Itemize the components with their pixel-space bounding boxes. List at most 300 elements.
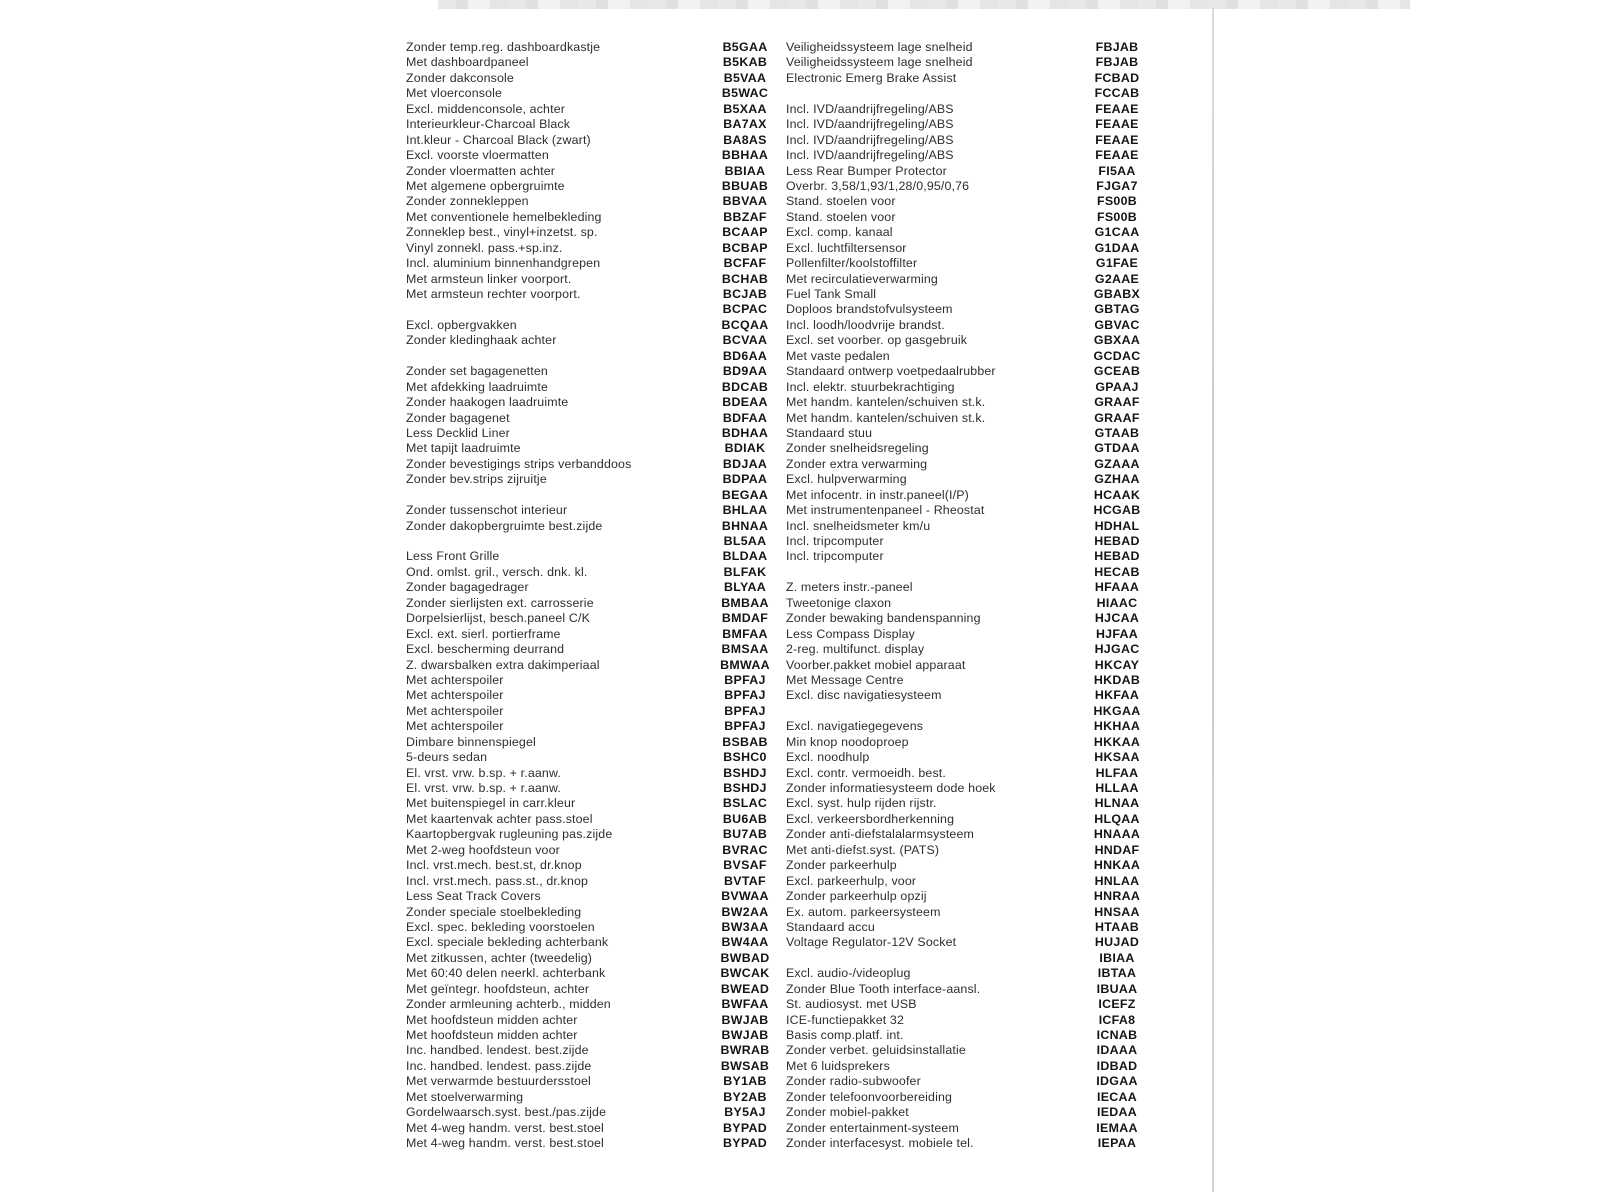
option-code-right: HNLAA	[1094, 873, 1140, 888]
option-description-left: Excl. voorste vloermatten	[406, 148, 549, 163]
table-row	[406, 472, 1226, 487]
option-code-right: GRAAF	[1094, 410, 1140, 425]
table-row	[406, 719, 1226, 734]
table-row	[406, 766, 1226, 781]
option-code-right: IDBAD	[1096, 1058, 1138, 1073]
option-description-left: Met 60:40 delen neerkl. achterbank	[406, 966, 606, 981]
table-row	[406, 1090, 1226, 1105]
option-description-right: Incl. IVD/aandrijfregeling/ABS	[786, 117, 954, 132]
table-row	[406, 86, 1226, 101]
option-description-right: Veiligheidssysteem lage snelheid	[786, 40, 973, 54]
table-row	[406, 225, 1226, 240]
option-description-right: Doploos brandstofvulsysteem	[786, 302, 953, 317]
option-code-left: BPFAJ	[724, 703, 766, 718]
option-code-right: IEMAA	[1096, 1120, 1138, 1135]
option-description-right: Less Compass Display	[786, 626, 916, 641]
option-code-left: BWEAD	[720, 981, 770, 996]
table-row	[406, 796, 1226, 811]
option-description-left: Met buitenspiegel in carr.kleur	[406, 796, 576, 811]
option-description-left: El. vrst. vrw. b.sp. + r.aanw.	[406, 781, 561, 795]
option-description-left: Dorpelsierlijst, besch.paneel C/K	[406, 611, 591, 626]
option-code-left: BCVAA	[722, 333, 768, 348]
option-code-left: BMSAA	[721, 642, 769, 657]
option-code-right: ICNAB	[1096, 1028, 1138, 1042]
option-code-left: BMDAF	[721, 611, 769, 626]
option-description-right: Standaard stuu	[786, 425, 873, 440]
option-code-left: BDEAA	[722, 395, 768, 410]
table-row	[406, 241, 1226, 256]
table-row	[406, 1013, 1226, 1028]
option-description-right: Basis comp.platf. int.	[786, 1028, 904, 1042]
option-description-left: Zonder vloermatten achter	[406, 163, 556, 178]
table-row	[406, 627, 1226, 642]
options-table	[406, 40, 1226, 1152]
option-code-left: BL5AA	[723, 534, 767, 548]
option-code-left: BLFAK	[723, 564, 767, 579]
option-code-right: HKKAA	[1093, 734, 1141, 749]
option-code-left: BSBAB	[722, 734, 768, 749]
option-description-left: Excl. opbergvakken	[406, 317, 517, 332]
option-code-right: HCAAK	[1093, 487, 1141, 502]
option-description-left: Zonder bevestigings strips verbanddoos	[406, 456, 632, 471]
option-code-left: BSHDJ	[723, 765, 767, 780]
option-code-right: IBUAA	[1096, 981, 1138, 996]
option-code-right: FBJAB	[1095, 40, 1139, 54]
option-code-right: HKFAA	[1094, 688, 1140, 703]
option-description-right: Incl. IVD/aandrijfregeling/ABS	[786, 101, 954, 116]
option-code-right: HKDAB	[1093, 672, 1141, 687]
option-code-left: BU7AB	[722, 827, 768, 842]
option-code-right: HNKAA	[1093, 858, 1141, 873]
option-code-right: HDHAL	[1094, 518, 1140, 533]
option-code-right: IBIAA	[1099, 950, 1135, 965]
option-description-right: Incl. IVD/aandrijfregeling/ABS	[786, 132, 954, 147]
option-description-right: Met infocentr. in instr.paneel(I/P)	[786, 487, 969, 502]
option-code-left: B5KAB	[722, 55, 768, 70]
table-row	[406, 565, 1226, 580]
option-code-right: IDAAA	[1096, 1043, 1138, 1058]
option-code-left: BLYAA	[724, 580, 766, 595]
option-code-right: GTDAA	[1094, 441, 1140, 456]
option-description-right: Zonder parkeerhulp opzij	[786, 889, 927, 904]
option-code-left: BY2AB	[723, 1089, 767, 1104]
option-description-left: Dimbare binnenspiegel	[406, 734, 536, 749]
option-description-left: Zonder dakconsole	[406, 70, 514, 85]
option-description-left: Zonder sierlijsten ext. carrosserie	[406, 595, 594, 610]
option-code-left: B5VAA	[723, 70, 767, 85]
option-code-left: BDIAK	[724, 441, 766, 456]
option-code-right: G1DAA	[1094, 240, 1140, 255]
option-description-left: Excl. spec. bekleding voorstoelen	[406, 919, 595, 934]
option-code-left: BVTAF	[724, 873, 766, 888]
option-description-right: Excl. hulpverwarming	[786, 472, 907, 487]
option-description-left: Less Seat Track Covers	[406, 889, 541, 904]
option-code-left: BBHAA	[721, 148, 769, 163]
option-code-right: GTAAB	[1094, 425, 1140, 440]
option-description-right: Zonder parkeerhulp	[786, 858, 897, 873]
table-row	[406, 997, 1226, 1012]
option-code-left: BSLAC	[722, 796, 768, 811]
option-description-left: Incl. vrst.mech. best.st, dr.knop	[406, 858, 582, 873]
option-description-right: Excl. disc navigatiesysteem	[786, 688, 942, 703]
option-description-right: Excl. verkeersbordherkenning	[786, 811, 955, 826]
table-row	[406, 534, 1226, 549]
option-description-left: Vinyl zonnekl. pass.+sp.inz.	[406, 240, 563, 255]
option-description-right: Met vaste pedalen	[786, 348, 890, 363]
option-description-right: Excl. contr. vermoeidh. best.	[786, 765, 946, 780]
option-code-right: FCBAD	[1094, 70, 1140, 85]
option-description-right: Standaard ontwerp voetpedaalrubber	[786, 364, 996, 379]
option-code-right: FEAAE	[1095, 132, 1139, 147]
option-description-left: Kaartopbergvak rugleuning pas.zijde	[406, 827, 613, 842]
option-description-left: Met 2-weg hoofdsteun voor	[406, 842, 560, 857]
option-code-left: BW4AA	[721, 935, 769, 950]
table-row	[406, 1136, 1226, 1151]
table-row	[406, 364, 1226, 379]
option-code-left: BW3AA	[721, 919, 769, 934]
option-code-left: BWRAB	[720, 1043, 770, 1058]
option-code-right: HKCAY	[1094, 657, 1140, 672]
option-description-right: Incl. loodh/loodvrije brandst.	[786, 317, 945, 332]
option-code-left: B5GAA	[722, 40, 768, 54]
option-code-left: BVWAA	[721, 889, 769, 904]
option-code-right: HNAAA	[1093, 827, 1141, 842]
option-code-right: IBTAA	[1097, 966, 1137, 981]
table-row	[406, 750, 1226, 765]
table-row	[406, 333, 1226, 348]
table-row	[406, 905, 1226, 920]
option-code-left: BBUAB	[721, 178, 769, 193]
option-description-right: Voorber.pakket mobiel apparaat	[786, 657, 966, 672]
option-description-left: Excl. speciale bekleding achterbank	[406, 935, 609, 950]
option-description-left: Zonder bev.strips zijruitje	[406, 472, 547, 487]
option-code-right: HIAAC	[1096, 595, 1138, 610]
option-description-left: Met verwarmde bestuurdersstoel	[406, 1074, 591, 1089]
option-code-left: BMWAA	[720, 657, 770, 672]
option-code-left: BCQAA	[721, 317, 769, 332]
table-row	[406, 935, 1226, 950]
option-description-left: Inc. handbed. lendest. best.zijde	[406, 1043, 589, 1058]
option-code-left: BYPAD	[723, 1120, 767, 1135]
option-code-right: FS00B	[1096, 209, 1138, 224]
option-description-left: Met zitkussen, achter (tweedelig)	[406, 950, 593, 965]
table-row	[406, 148, 1226, 163]
table-row	[406, 920, 1226, 935]
table-row	[406, 1121, 1226, 1136]
option-code-right: ICFA8	[1098, 1012, 1136, 1027]
option-description-right: Excl. audio-/videoplug	[786, 966, 911, 981]
option-code-right: GBTAG	[1094, 302, 1140, 317]
option-code-left: BCBAP	[722, 240, 768, 255]
option-code-left: BYPAD	[723, 1136, 767, 1151]
option-description-left: Zonder dakopbergruimte best.zijde	[406, 518, 603, 533]
option-code-right: GRAAF	[1094, 395, 1140, 410]
option-code-left: BDPAA	[722, 472, 768, 487]
option-code-left: BD6AA	[722, 348, 768, 363]
table-row	[406, 179, 1226, 194]
option-description-left: Interieurkleur-Charcoal Black	[406, 117, 571, 132]
option-description-left: Met armsteun linker voorport.	[406, 271, 572, 286]
option-code-right: GZHAA	[1094, 472, 1140, 487]
option-description-right: Fuel Tank Small	[786, 287, 877, 301]
option-code-right: HCGAB	[1093, 503, 1141, 518]
option-description-left: Less Decklid Liner	[406, 425, 510, 440]
option-code-right: GBVAC	[1094, 317, 1140, 332]
option-description-left: Met kaartenvak achter pass.stoel	[406, 811, 593, 826]
option-description-left: Zonder set bagagenetten	[406, 364, 548, 379]
option-description-right: Excl. luchtfiltersensor	[786, 240, 907, 255]
table-row	[406, 1059, 1226, 1074]
table-row	[406, 688, 1226, 703]
option-code-left: BBIAA	[724, 163, 766, 178]
table-row	[406, 1043, 1226, 1058]
option-description-right: Excl. parkeerhulp, voor	[786, 873, 917, 888]
option-description-left: Met stoelverwarming	[406, 1089, 524, 1104]
option-code-right: HKGAA	[1093, 703, 1141, 718]
table-row	[406, 71, 1226, 86]
table-row	[406, 611, 1226, 626]
option-code-left: BD9AA	[722, 364, 768, 379]
scan-artifact-top-strip	[438, 0, 1410, 9]
option-description-right: Zonder informatiesysteem dode hoek	[786, 781, 996, 795]
option-code-right: HFAAA	[1094, 580, 1140, 595]
option-description-left: Zonder temp.reg. dashboardkastje	[406, 40, 601, 54]
option-description-left: Zonder haakogen laadruimte	[406, 395, 569, 410]
table-row	[406, 596, 1226, 611]
option-description-right: Incl. tripcomputer	[786, 549, 884, 564]
option-code-right: FCCAB	[1094, 86, 1140, 101]
option-description-right: Excl. syst. hulp rijden rijstr.	[786, 796, 937, 811]
option-description-right: Met Message Centre	[786, 672, 904, 687]
option-code-left: BCJAB	[722, 287, 768, 301]
option-code-right: GCDAC	[1093, 348, 1141, 363]
table-row	[406, 673, 1226, 688]
option-description-right: Zonder mobiel-pakket	[786, 1105, 909, 1120]
option-code-right: HEBAD	[1094, 549, 1140, 564]
table-row	[406, 40, 1226, 55]
option-description-left: Met hoofdsteun midden achter	[406, 1028, 578, 1042]
option-code-left: BWCAK	[720, 966, 770, 981]
option-description-left: Met achterspoiler	[406, 688, 504, 703]
option-description-right: Zonder entertainment-systeem	[786, 1120, 959, 1135]
option-code-left: BA7AX	[723, 117, 767, 132]
option-code-left: B5WAC	[721, 86, 769, 101]
option-code-right: HNRAA	[1093, 889, 1141, 904]
option-code-left: BMFAA	[722, 626, 768, 641]
table-row	[406, 580, 1226, 595]
option-code-right: IEPAA	[1097, 1136, 1137, 1151]
option-code-left: BA8AS	[723, 132, 767, 147]
table-row	[406, 395, 1226, 410]
option-code-left: BVRAC	[722, 842, 768, 857]
option-description-left: Zonder kledinghaak achter	[406, 333, 557, 348]
table-row	[406, 102, 1226, 117]
table-row	[406, 380, 1226, 395]
table-row	[406, 272, 1226, 287]
option-code-left: BSHDJ	[723, 781, 767, 795]
option-description-right: Incl. IVD/aandrijfregeling/ABS	[786, 148, 954, 163]
option-code-right: HLFAA	[1095, 765, 1139, 780]
option-description-right: Zonder bewaking bandenspanning	[786, 611, 981, 626]
table-row	[406, 287, 1226, 302]
option-description-left: Met conventionele hemelbekleding	[406, 209, 602, 224]
option-code-right: HJGAC	[1094, 642, 1140, 657]
table-row	[406, 210, 1226, 225]
option-code-right: FEAAE	[1095, 117, 1139, 132]
option-description-right: Met handm. kantelen/schuiven st.k.	[786, 395, 986, 410]
option-code-right: G2AAE	[1094, 271, 1140, 286]
table-row	[406, 874, 1226, 889]
option-description-right: Zonder Blue Tooth interface-aansl.	[786, 981, 981, 996]
option-description-left: Zonder armleuning achterb., midden	[406, 997, 611, 1012]
option-code-left: BPFAJ	[724, 719, 766, 734]
table-row	[406, 1028, 1226, 1043]
option-code-right: HKSAA	[1094, 750, 1140, 765]
option-code-left: BWBAD	[720, 950, 770, 965]
option-description-left: Met afdekking laadruimte	[406, 379, 549, 394]
option-code-right: ICEFZ	[1098, 997, 1136, 1012]
option-description-right: Zonder radio-subwoofer	[786, 1074, 921, 1089]
option-description-right: Stand. stoelen voor	[786, 194, 896, 209]
option-code-right: G1FAE	[1095, 256, 1139, 271]
option-code-right: HEBAD	[1094, 534, 1140, 548]
option-description-left: Met armsteun rechter voorport.	[406, 287, 581, 301]
option-description-right: Voltage Regulator-12V Socket	[786, 935, 957, 950]
option-description-left: El. vrst. vrw. b.sp. + r.aanw.	[406, 765, 561, 780]
option-description-right: Met recirculatieverwarming	[786, 271, 938, 286]
option-description-left: Met vloerconsole	[406, 86, 503, 101]
option-description-left: Z. dwarsbalken extra dakimperiaal	[406, 657, 600, 672]
table-row	[406, 704, 1226, 719]
option-description-left: Met algemene opbergruimte	[406, 178, 565, 193]
option-code-right: FEAAE	[1095, 101, 1139, 116]
option-description-right: Incl. tripcomputer	[786, 534, 884, 548]
option-description-right: Met instrumentenpaneel - Rheostat	[786, 503, 985, 518]
option-code-right: FI5AA	[1098, 163, 1136, 178]
option-code-left: BLDAA	[722, 549, 768, 564]
option-code-right: HNDAF	[1094, 842, 1140, 857]
option-code-left: BPFAJ	[724, 672, 766, 687]
option-code-left: BCHAB	[721, 271, 769, 286]
option-code-right: HJCAA	[1094, 611, 1140, 626]
table-row	[406, 256, 1226, 271]
option-description-left: Less Front Grille	[406, 549, 500, 564]
option-description-right: Min knop noodoproep	[786, 734, 909, 749]
table-row	[406, 966, 1226, 981]
table-row	[406, 503, 1226, 518]
option-code-left: BDFAA	[722, 410, 768, 425]
table-row	[406, 164, 1226, 179]
option-description-right: Excl. set voorber. op gasgebruik	[786, 333, 968, 348]
option-code-left: BBVAA	[722, 194, 768, 209]
option-code-left: BEGAA	[721, 487, 769, 502]
option-description-right: ICE-functiepakket 32	[786, 1012, 905, 1027]
option-code-right: GBABX	[1093, 287, 1141, 301]
option-description-left: Zonder zonnekleppen	[406, 194, 529, 209]
option-description-left: 5-deurs sedan	[406, 750, 488, 765]
option-code-left: BBZAF	[723, 209, 767, 224]
option-description-left: Met tapijt laadruimte	[406, 441, 521, 456]
option-description-right: Met handm. kantelen/schuiven st.k.	[786, 410, 986, 425]
option-description-left: Met achterspoiler	[406, 719, 504, 734]
option-description-left: Incl. aluminium binnenhandgrepen	[406, 256, 601, 271]
option-description-right: Met 6 luidsprekers	[786, 1058, 890, 1073]
option-description-right: Electronic Emerg Brake Assist	[786, 70, 957, 85]
table-row	[406, 302, 1226, 317]
option-code-left: B5XAA	[723, 101, 767, 116]
table-row	[406, 858, 1226, 873]
option-code-right: HNSAA	[1094, 904, 1140, 919]
option-description-left: Met hoofdsteun midden achter	[406, 1012, 578, 1027]
option-code-left: BY5AJ	[724, 1105, 766, 1120]
option-code-right: HKHAA	[1093, 719, 1141, 734]
option-code-right: HUJAD	[1094, 935, 1140, 950]
option-description-right: Ex. autom. parkeersysteem	[786, 904, 941, 919]
table-row	[406, 843, 1226, 858]
option-description-left: Zonneklep best., vinyl+inzetst. sp.	[406, 225, 598, 240]
table-row	[406, 117, 1226, 132]
option-code-right: GZAAA	[1094, 456, 1140, 471]
table-row	[406, 519, 1226, 534]
option-description-left: Gordelwaarsch.syst. best./pas.zijde	[406, 1105, 607, 1120]
table-row	[406, 318, 1226, 333]
table-row	[406, 441, 1226, 456]
option-description-left: Excl. bescherming deurrand	[406, 642, 565, 657]
option-code-left: BDJAA	[722, 456, 768, 471]
option-code-left: BY1AB	[723, 1074, 767, 1089]
option-code-left: BDCAB	[721, 379, 769, 394]
option-description-left: Zonder tussenschot interieur	[406, 503, 568, 518]
option-code-right: FBJAB	[1095, 55, 1139, 70]
option-description-left: Zonder speciale stoelbekleding	[406, 904, 582, 919]
table-row	[406, 133, 1226, 148]
table-row	[406, 658, 1226, 673]
option-description-right: Standaard accu	[786, 919, 875, 934]
option-description-left: Met achterspoiler	[406, 672, 504, 687]
option-code-right: HLQAA	[1094, 811, 1140, 826]
option-code-left: BCAAP	[722, 225, 768, 240]
table-row	[406, 781, 1226, 796]
option-code-right: GCEAB	[1093, 364, 1141, 379]
option-description-right: Less Rear Bumper Protector	[786, 163, 947, 178]
table-row	[406, 735, 1226, 750]
option-description-left: Inc. handbed. lendest. pass.zijde	[406, 1058, 592, 1073]
option-description-left: Met 4-weg handm. verst. best.stoel	[406, 1136, 604, 1151]
option-description-right: Zonder interfacesyst. mobiele tel.	[786, 1136, 974, 1151]
option-description-right: Zonder extra verwarming	[786, 456, 928, 471]
option-description-right: Pollenfilter/koolstoffilter	[786, 256, 918, 271]
option-code-right: GPAAJ	[1095, 379, 1139, 394]
table-row	[406, 982, 1226, 997]
option-description-right: Stand. stoelen voor	[786, 209, 896, 224]
table-row	[406, 55, 1226, 70]
option-description-right: Zonder anti-diefstalalarmsysteem	[786, 827, 974, 842]
option-code-left: BCFAF	[723, 256, 767, 271]
option-description-left: Excl. ext. sierl. portierframe	[406, 626, 561, 641]
option-description-left: Zonder bagagenet	[406, 410, 510, 425]
table-row	[406, 488, 1226, 503]
table-row	[406, 349, 1226, 364]
option-code-left: BHLAA	[722, 503, 768, 518]
option-description-right: Met anti-diefst.syst. (PATS)	[786, 842, 940, 857]
option-code-right: GBXAA	[1093, 333, 1141, 348]
option-code-right: HLNAA	[1094, 796, 1140, 811]
option-description-left: Met geïntegr. hoofdsteun, achter	[406, 981, 590, 996]
table-row	[406, 1105, 1226, 1120]
option-code-left: BW2AA	[721, 904, 769, 919]
option-code-left: BDHAA	[721, 425, 769, 440]
option-code-right: IDGAA	[1096, 1074, 1138, 1089]
